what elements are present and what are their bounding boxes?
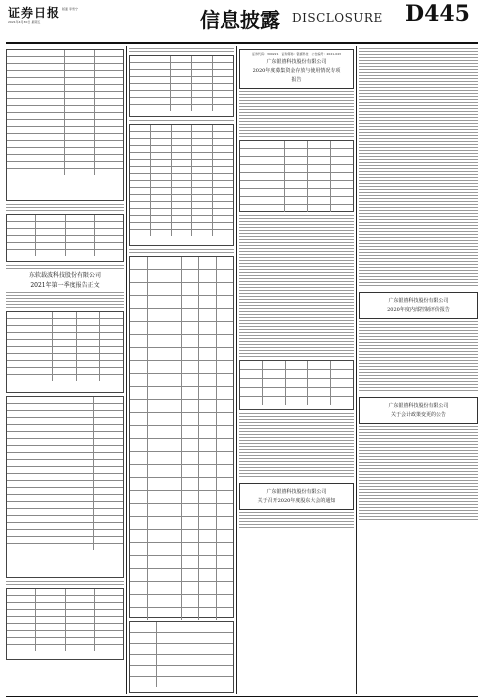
column-4 xyxy=(359,46,478,696)
notice-company: 广东银禧科技股份有限公司 xyxy=(388,298,449,304)
data-table xyxy=(6,49,124,201)
data-table xyxy=(239,140,354,212)
notice-company: 广东银禧科技股份有限公司 xyxy=(266,489,327,495)
notice-header-box xyxy=(359,397,478,424)
section-title: 信息披露 xyxy=(200,8,280,32)
brand-logo: 证券日报 xyxy=(8,6,61,20)
notice-title: 2020年度募集资金存放与使用情况专项 xyxy=(252,68,341,74)
notice-company: 广东银禧科技股份有限公司 xyxy=(266,59,327,65)
notice-title: 2020年度内部控制评价报告 xyxy=(387,307,450,313)
data-table xyxy=(6,396,124,578)
notice-header-box xyxy=(239,49,354,89)
data-table xyxy=(239,360,354,410)
notice-header-box xyxy=(239,483,354,510)
notice-header-box xyxy=(359,292,478,319)
editor-line: 版面 李雪宁 xyxy=(62,7,78,11)
column-1 xyxy=(6,46,124,696)
column-divider xyxy=(356,46,357,694)
data-table xyxy=(129,621,234,693)
notice-title-cont: 报告 xyxy=(291,77,302,83)
section-title-en: DISCLOSURE xyxy=(292,11,383,25)
masthead-rule xyxy=(6,42,478,44)
data-table xyxy=(129,124,234,246)
data-table xyxy=(6,214,124,262)
company-title: 东软载波科技股份有限公司 xyxy=(28,272,101,279)
stock-code-line: 证券代码：300221 证券简称：银禧科技 公告编号：2021-043 xyxy=(252,52,341,56)
column-2 xyxy=(129,46,234,696)
data-table xyxy=(6,311,124,393)
data-table xyxy=(129,256,234,618)
report-title: 2021年第一季度报告正文 xyxy=(30,282,100,289)
data-table xyxy=(129,55,234,117)
notice-title: 关于会计政策变更的公告 xyxy=(390,412,446,418)
notice-company: 广东银禧科技股份有限公司 xyxy=(388,403,449,409)
page-code: D445 xyxy=(404,1,470,27)
notice-title: 关于召开2020年度股东大会的通知 xyxy=(257,498,336,504)
column-divider xyxy=(126,46,127,694)
footer-rule xyxy=(6,696,478,697)
masthead xyxy=(0,0,484,46)
column-3 xyxy=(239,46,354,696)
data-table xyxy=(6,588,124,660)
column-divider xyxy=(236,46,237,694)
date-line: 2021年4月30日 星期五 xyxy=(8,20,41,24)
